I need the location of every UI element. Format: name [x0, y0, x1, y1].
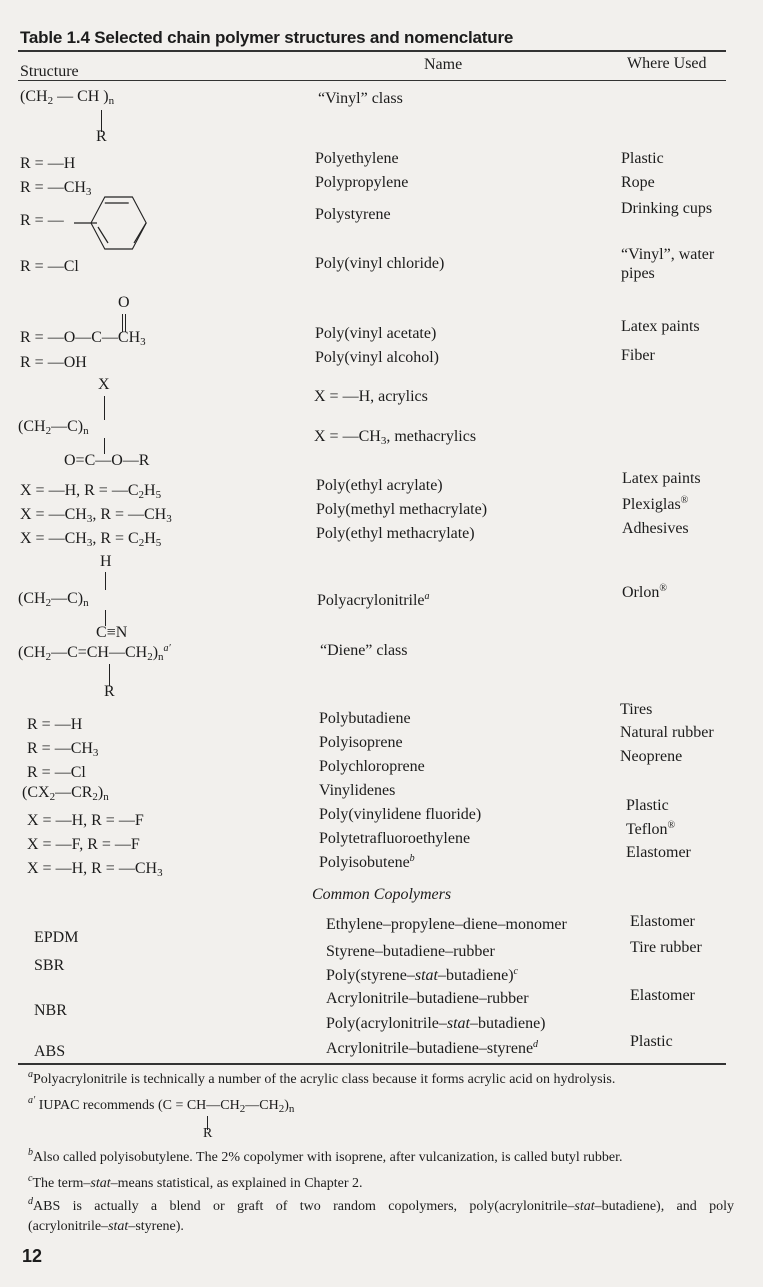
use-cell: Plexiglas® — [622, 495, 689, 513]
name-cell: Polybutadiene — [319, 710, 411, 727]
name-cell: Poly(vinyl alcohol) — [315, 349, 439, 366]
name-cell: Polyethylene — [315, 150, 399, 167]
name-cell: Polypropylene — [315, 174, 409, 191]
abbr-cell: SBR — [34, 957, 65, 974]
footnote-a-prime-subst: R — [203, 1126, 213, 1141]
name-cell: Poly(vinyl acetate) — [315, 325, 437, 342]
vinyl-general-structure: ($CH_2$ — CH )$_n$ — [20, 88, 115, 107]
use-cell: Rope — [621, 174, 655, 191]
structure-cell: $R = —CH_3$ — [20, 179, 92, 198]
name-cell: Acrylonitrile–butadiene–rubber — [326, 990, 529, 1007]
footnote-b: $^b$Also called polyisobutylene. The 2% copolymer with isoprene, after vulcanization, is called butyl rubber. — [28, 1147, 623, 1165]
bond-line — [104, 396, 105, 420]
use-cell: Latex paints — [622, 470, 701, 487]
structure-cell: X = —F, R = —F — [27, 836, 140, 853]
use-cell: Drinking cups — [621, 200, 713, 217]
vinylidene-class-name: Vinylidenes — [319, 782, 396, 799]
use-cell: Neoprene — [620, 748, 683, 765]
structure-cell: X = —H, $R = —CH_3$ — [27, 860, 163, 879]
footnote-d-cont: (acrylonitrile–stat–styrene). — [28, 1219, 184, 1234]
use-cell: Latex paints — [621, 318, 700, 335]
pan-chain: $(CH_2—C)_n$ — [18, 590, 89, 609]
name-cell: Poly(ethyl methacrylate) — [316, 525, 475, 542]
diene-class-name: “Diene” class — [320, 642, 408, 659]
footnote-a: $^a$Polyacrylonitrile is technically a number of the acrylic class because it forms acrylic acid on hydrolysis. — [28, 1069, 616, 1087]
copolymers-heading: Common Copolymers — [312, 886, 452, 903]
header-name: Name — [424, 56, 463, 73]
footnote-c: $^c$The term–stat–means statistical, as explained in Chapter 2. — [28, 1173, 363, 1191]
use-cell: Elastomer — [630, 913, 695, 930]
diene-subst: R — [104, 683, 115, 700]
pan-nitrile: C≡N — [96, 624, 128, 641]
structure-cell: $R = —O—C—CH_3$ — [20, 329, 146, 348]
name-cell: Polychloroprene — [319, 758, 425, 775]
use-cell: Natural rubber — [620, 724, 714, 741]
header-structure: Structure — [20, 63, 79, 80]
acrylic-x: X — [98, 376, 110, 393]
structure-cell: R = — — [20, 212, 64, 229]
name-cell-alt: Poly(styrene–stat–butadiene)$^c$ — [326, 966, 518, 984]
name-cell: Poly(vinylidene fluoride) — [319, 806, 482, 823]
carbonyl-o: O — [118, 294, 130, 311]
footnote-a-prime: $^{a'}$ IUPAC recommends $(C = CH—CH_2—CH_2)_n$ — [28, 1095, 295, 1115]
use-cell-cont: pipes — [621, 265, 655, 282]
name-cell: Polyacrylonitrile$^a$ — [317, 591, 430, 609]
use-cell: Tire rubber — [630, 939, 702, 956]
header-rule — [18, 80, 726, 81]
bond-line — [105, 572, 106, 590]
vinylidene-chain: $(CX_2—CR_2)_n$ — [22, 784, 109, 803]
name-cell: Poly(vinyl chloride) — [315, 255, 445, 272]
use-cell: Orlon® — [622, 583, 667, 601]
abbr-cell: NBR — [34, 1002, 67, 1019]
name-cell: Poly(methyl methacrylate) — [316, 501, 488, 518]
use-cell: Teflon® — [626, 820, 676, 838]
structure-cell: X = —H, $R = —C_2H_5$ — [20, 482, 162, 501]
structure-cell: $X = —CH_3$, $R = C_2H_5$ — [20, 530, 162, 549]
acrylic-x-ch3: $X = —CH_3$, methacrylics — [314, 428, 477, 447]
benzene-ring-icon — [72, 190, 152, 252]
use-cell: Adhesives — [622, 520, 689, 537]
name-cell: Polystyrene — [315, 206, 391, 223]
acrylic-x-h: X = —H, acrylics — [314, 388, 428, 405]
structure-cell: R = —H — [20, 155, 76, 172]
use-cell: Plastic — [630, 1033, 673, 1050]
footnote-d: $^d$ABS is actually a blend or graft of two random copolymers, poly(acrylonitrile–stat–butadiene), and poly — [28, 1196, 734, 1214]
abbr-cell: EPDM — [34, 929, 79, 946]
abbr-cell: ABS — [34, 1043, 66, 1060]
name-cell: Styrene–butadiene–rubber — [326, 943, 495, 960]
name-cell: Polyisobutene$^b$ — [319, 853, 415, 871]
use-cell: Plastic — [626, 797, 669, 814]
use-cell: Tires — [620, 701, 653, 718]
structure-cell: R = —Cl — [20, 258, 79, 275]
vinyl-subst: R — [96, 128, 107, 145]
acrylic-chain: $(CH_2—C)_n$ — [18, 418, 89, 437]
name-cell: Polyisoprene — [319, 734, 403, 751]
acrylic-ester: O=C—O—R — [64, 452, 150, 469]
vinyl-class-name: “Vinyl” class — [318, 90, 403, 107]
structure-cell: $R = —CH_3$ — [27, 740, 99, 759]
diene-chain: $(CH_2—C=CH—CH_2)_n^{a'}$ — [18, 643, 171, 663]
name-cell: Poly(ethyl acrylate) — [316, 477, 443, 494]
use-cell: Elastomer — [630, 987, 695, 1004]
use-cell: Plastic — [621, 150, 664, 167]
table-bottom-rule — [18, 1063, 726, 1065]
structure-cell: R = —Cl — [27, 764, 86, 781]
header-where-used: Where Used — [627, 55, 707, 72]
structure-cell: R = —H — [27, 716, 83, 733]
use-cell: Fiber — [621, 347, 655, 364]
structure-cell: $X = —CH_3$, $R = —CH_3$ — [20, 506, 172, 525]
structure-cell: R = —OH — [20, 354, 87, 371]
name-cell: Polytetrafluoroethylene — [319, 830, 471, 847]
use-cell: Elastomer — [626, 844, 691, 861]
name-cell: Acrylonitrile–butadiene–styrene$^d$ — [326, 1039, 539, 1057]
table-title: Table 1.4 Selected chain polymer structures and nomenclature — [20, 28, 514, 47]
name-cell: Ethylene–propylene–diene–monomer — [326, 916, 567, 933]
use-cell: “Vinyl”, water — [621, 246, 715, 263]
title-rule — [18, 50, 726, 52]
page-number: 12 — [22, 1246, 43, 1266]
name-cell-alt: Poly(acrylonitrile–stat–butadiene) — [326, 1015, 546, 1032]
structure-cell: X = —H, R = —F — [27, 812, 144, 829]
pan-h: H — [100, 553, 112, 570]
